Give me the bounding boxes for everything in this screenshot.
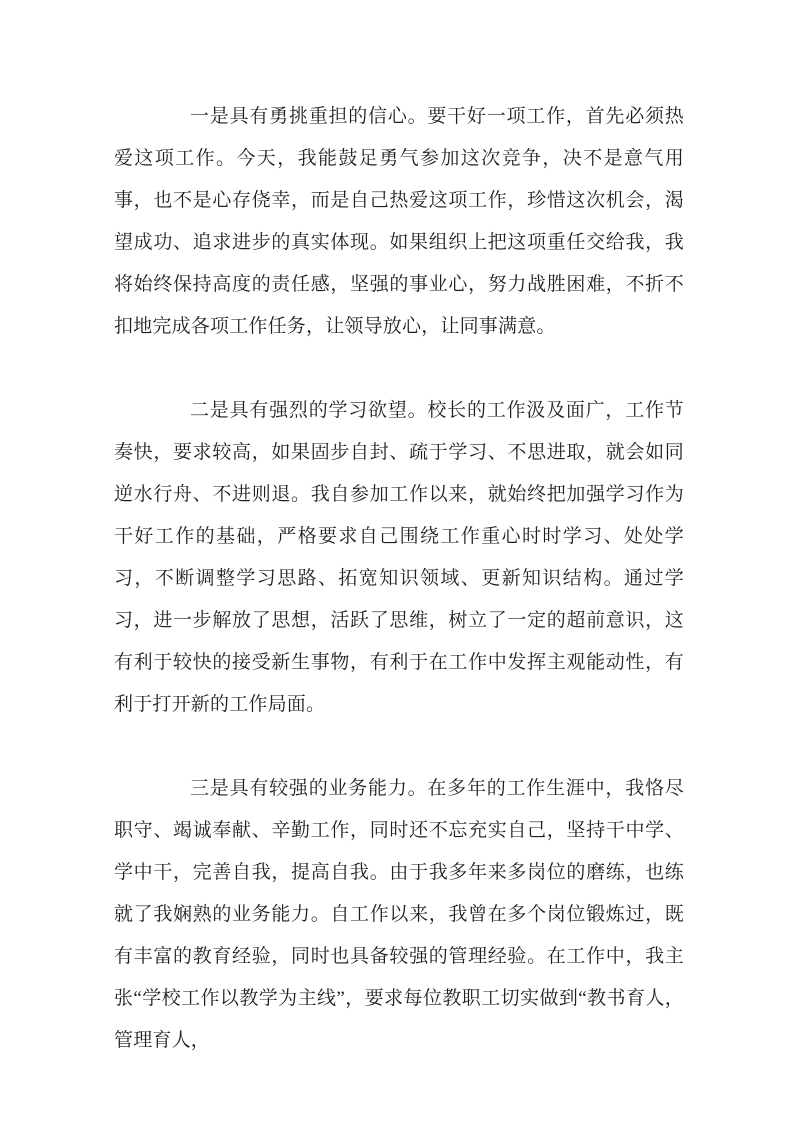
paragraph-confidence: 一是具有勇挑重担的信心。要干好一项工作，首先必须热爱这项工作。今天，我能鼓足勇气参加这次竞争，决不是意气用事，也不是心存侥幸，而是自己热爱这项工作，珍惜这次机会，渴望成功、追求进步的真实体现。如果组织上把这项重任交给我，我将始终保持高度的责任感，坚强的事业心，努力战胜困难，不折不扣地完成各项工作任务，让领导放心，让同事满意。 [114,106,684,337]
paragraph-professional-ability: 三是具有较强的业务能力。在多年的工作生涯中，我恪尽职守、竭诚奉献、辛勤工作，同时还不忘充实自己，坚持干中学、学中干，完善自我，提高自我。由于我多年来多岗位的磨练，也练就了我娴熟的业务能力。自工作以来，我曾在多个岗位锻炼过，既有丰富的教育经验，同时也具备较强的管理经验。在工作中，我主张“学校工作以教学为主线”，要求每位教职工切实做到“教书育人，管理育人， [114,778,684,1051]
paragraph-learning-desire: 二是具有强烈的学习欲望。校长的工作汲及面广，工作节奏快，要求较高，如果固步自封、疏于学习、不思进取，就会如同逆水行舟、不进则退。我自参加工作以来，就始终把加强学习作为干好工作的基础，严格要求自己围绕工作重心时时学习、处处学习，不断调整学习思路、拓宽知识领域、更新知识结构。通过学习，进一步解放了思想，活跃了思维，树立了一定的超前意识，这有利于较快的接受新生事物，有利于在工作中发挥主观能动性，有利于打开新的工作局面。 [114,400,684,715]
